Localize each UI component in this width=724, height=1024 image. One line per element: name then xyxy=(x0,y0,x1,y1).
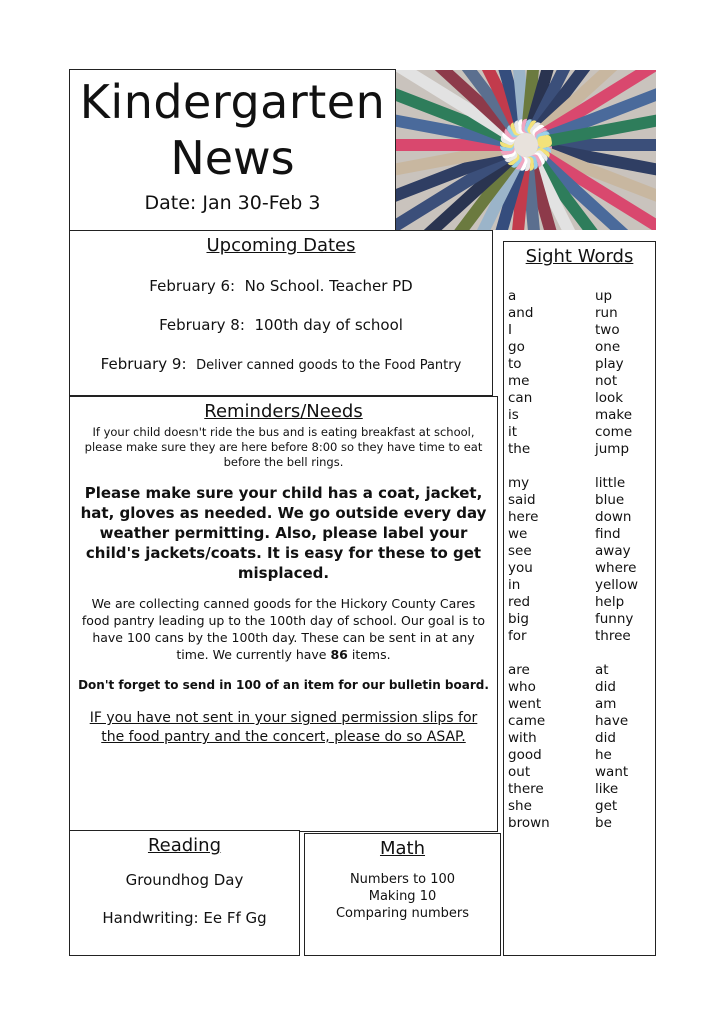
math-section xyxy=(304,833,501,956)
canned-goods-text-end: items. xyxy=(347,647,391,662)
math-topic: Numbers to 100 xyxy=(349,872,456,887)
sight-word: funny xyxy=(595,611,634,627)
upcoming-text: No School. Teacher PD xyxy=(244,277,413,295)
sight-word: like xyxy=(595,781,619,797)
sight-word-group-gap xyxy=(595,458,638,475)
reading-heading: Reading xyxy=(147,835,222,856)
sight-word: up xyxy=(595,288,613,304)
sight-word: did xyxy=(595,679,616,695)
sight-word: be xyxy=(595,815,612,831)
can-count: 86 xyxy=(330,647,348,662)
math-topic: Making 10 xyxy=(368,889,437,904)
sight-word: big xyxy=(508,611,529,627)
breakfast-note: If your child doesn't ride the bus and is eating breakfast at school, please make sure they are here before 8:00 so they have time to eat before the bell rings. xyxy=(84,425,483,469)
upcoming-item xyxy=(70,355,492,373)
sight-word: two xyxy=(595,322,620,338)
sight-words-right-column xyxy=(595,288,638,832)
class-photo xyxy=(396,70,656,230)
canned-goods-note xyxy=(76,595,491,663)
bulletin-board-note: Don't forget to send in 100 of an item for our bulletin board. xyxy=(78,678,489,692)
upcoming-item xyxy=(70,316,492,334)
sight-word: who xyxy=(508,679,536,695)
sight-word: brown xyxy=(508,815,550,831)
sight-word: not xyxy=(595,373,618,389)
sight-word-group-gap xyxy=(508,645,550,662)
sight-word: out xyxy=(508,764,531,780)
sight-word: one xyxy=(595,339,621,355)
reminders-heading: Reminders/Needs xyxy=(204,401,363,422)
sight-word: is xyxy=(508,407,519,423)
sight-word: see xyxy=(508,543,532,559)
sight-word: come xyxy=(595,424,633,440)
sight-word: play xyxy=(595,356,624,372)
sight-word: where xyxy=(595,560,637,576)
upcoming-dates-heading: Upcoming Dates xyxy=(206,235,356,256)
reading-topic: Groundhog Day xyxy=(125,871,244,889)
sight-word: are xyxy=(508,662,530,678)
sight-words-left-column xyxy=(508,288,550,832)
sight-word: have xyxy=(595,713,629,729)
sight-word: I xyxy=(508,322,512,338)
permission-slip-note: IF you have not sent in your signed permission slips for the food pantry and the concert, please do so ASAP. xyxy=(89,710,478,745)
sight-word: look xyxy=(595,390,624,406)
title-block xyxy=(69,69,396,232)
sight-word: run xyxy=(595,305,618,321)
sight-word: she xyxy=(508,798,532,814)
upcoming-date: February 6: xyxy=(149,277,236,295)
sight-word: blue xyxy=(595,492,625,508)
newsletter-date: Date: Jan 30-Feb 3 xyxy=(144,192,321,214)
sight-word: it xyxy=(508,424,518,440)
sight-word: make xyxy=(595,407,633,423)
canned-goods-text: We are collecting canned goods for the Hickory County Cares food pantry leading up to the 100th day of school. Our goal is to have 100 cans by the 100th day. These can be sent in at any time. We currently have xyxy=(81,596,486,662)
sight-word-group-gap xyxy=(595,645,638,662)
sight-word: red xyxy=(508,594,531,610)
sight-word: go xyxy=(508,339,525,355)
sight-word: and xyxy=(508,305,534,321)
sight-word: help xyxy=(595,594,625,610)
reading-section xyxy=(69,830,300,956)
sight-word: went xyxy=(508,696,542,712)
upcoming-text: Deliver canned goods to the Food Pantry xyxy=(196,358,462,373)
sight-word: here xyxy=(508,509,539,525)
sight-word: can xyxy=(508,390,533,406)
sight-word: you xyxy=(508,560,533,576)
sight-word: am xyxy=(595,696,617,712)
sight-word: with xyxy=(508,730,537,746)
math-heading: Math xyxy=(379,838,426,859)
math-topic: Comparing numbers xyxy=(335,906,469,921)
sight-word: get xyxy=(595,798,618,814)
sight-word: find xyxy=(595,526,621,542)
newsletter-title-line1: Kindergarten xyxy=(79,75,386,129)
upcoming-text: 100th day of school xyxy=(254,316,403,334)
sight-word: the xyxy=(508,441,531,457)
sight-word-group-gap xyxy=(508,458,550,475)
upcoming-date: February 8: xyxy=(159,316,245,334)
sight-word: did xyxy=(595,730,616,746)
sight-words-heading: Sight Words xyxy=(525,246,634,267)
sight-word: jump xyxy=(595,441,630,457)
sight-word: good xyxy=(508,747,542,763)
coat-note: Please make sure your child has a coat, jacket, hat, gloves as needed. We go outside every day weather permitting. Also, please label your child's jackets/coats. It is easy for these to get misplaced. xyxy=(80,484,487,582)
reminders-section xyxy=(69,396,498,832)
sight-word: said xyxy=(508,492,536,508)
sight-word: he xyxy=(595,747,612,763)
newsletter-title-line2: News xyxy=(170,131,295,185)
sight-word: to xyxy=(508,356,522,372)
sight-word: came xyxy=(508,713,546,729)
sight-words-section xyxy=(503,241,656,956)
sight-word: my xyxy=(508,475,530,491)
upcoming-dates-section xyxy=(69,230,493,396)
sight-word: we xyxy=(508,526,528,542)
sight-word: down xyxy=(595,509,632,525)
sight-word: want xyxy=(595,764,629,780)
sight-word: a xyxy=(508,288,517,304)
upcoming-item xyxy=(70,277,492,295)
sight-word: for xyxy=(508,628,527,644)
sight-word: yellow xyxy=(595,577,639,593)
sight-word: in xyxy=(508,577,521,593)
sight-word: little xyxy=(595,475,626,491)
upcoming-date: February 9: xyxy=(100,355,187,373)
sight-word: away xyxy=(595,543,631,559)
sight-word: three xyxy=(595,628,631,644)
handwriting-letters: Handwriting: Ee Ff Gg xyxy=(102,909,267,927)
sight-word: me xyxy=(508,373,530,389)
sight-word: at xyxy=(595,662,609,678)
sight-word: there xyxy=(508,781,544,797)
